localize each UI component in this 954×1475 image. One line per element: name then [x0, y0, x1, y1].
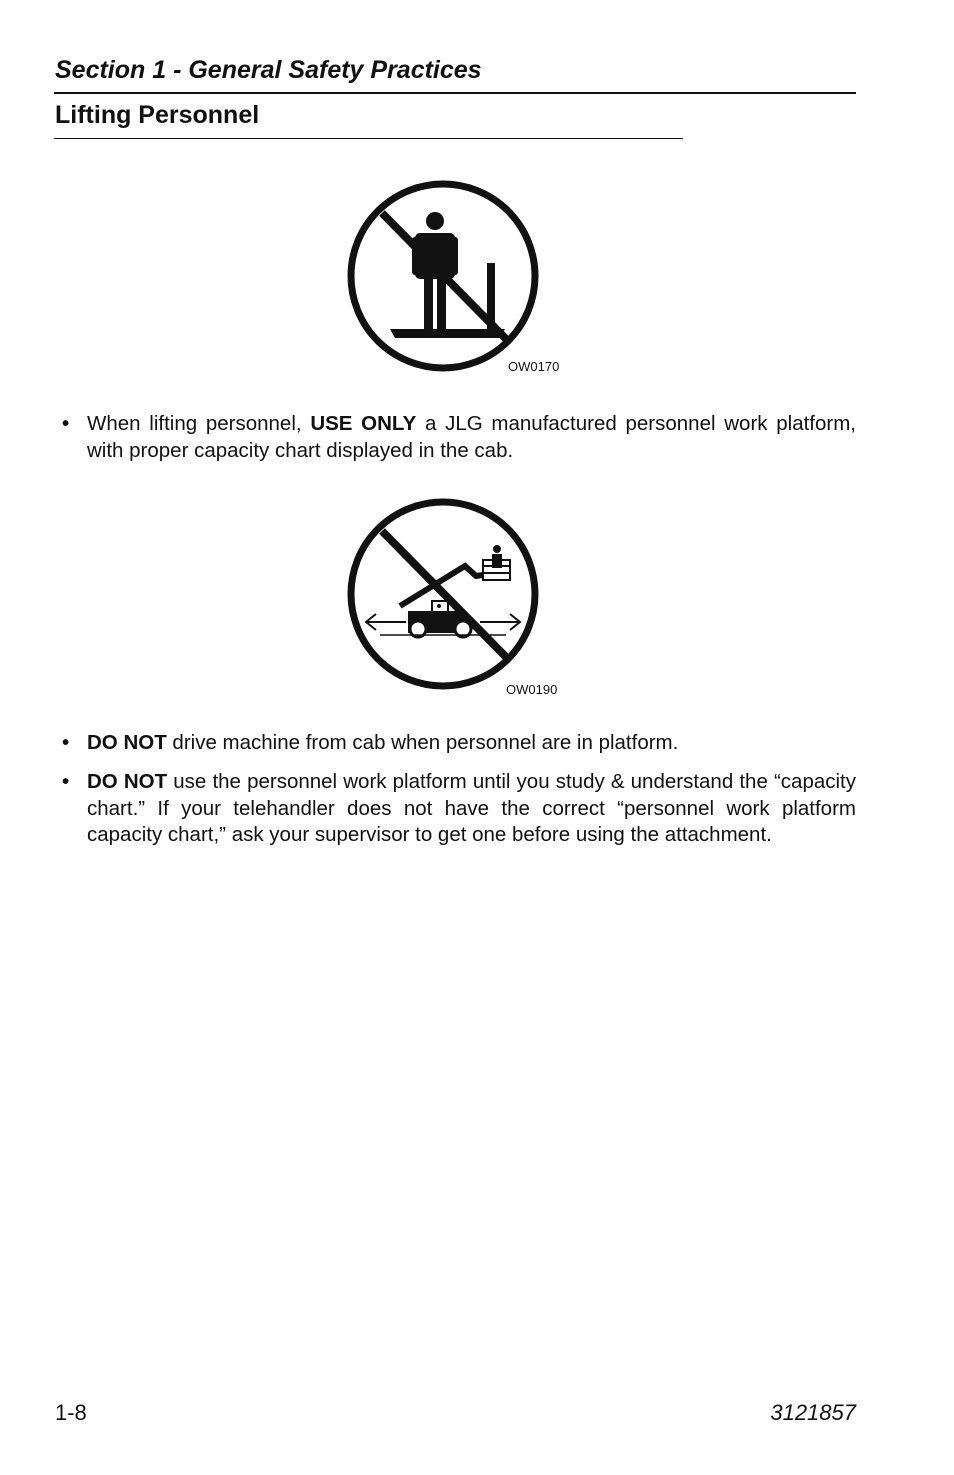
bullet-emphasis: DO NOT: [87, 770, 168, 793]
section-rule: [54, 92, 856, 94]
bullet-text: DO NOT use the personnel work platform until you study & understand the “capacity chart.” If your telehandler does not have the correct “personnel work platform capacity chart,” ask your supervisor to get one before using the attachment.: [87, 770, 856, 846]
no-driving-with-personnel-in-platform-icon: [340, 493, 570, 698]
figure-code: OW0170: [508, 359, 560, 374]
bullet-text: When lifting personnel, USE ONLY a JLG manufactured personnel work platform, with proper capacity chart displayed in the cab.: [87, 412, 856, 462]
bullet-symbol: •: [62, 731, 70, 754]
page-number: 1-8: [55, 1400, 87, 1425]
document-number: 3121857: [770, 1400, 856, 1425]
figure-code: OW0190: [506, 682, 558, 697]
bullet-symbol: •: [62, 770, 70, 793]
bullet-emphasis: USE ONLY: [310, 412, 417, 435]
subsection-title: Lifting Personnel: [55, 101, 260, 129]
bullet-item: [62, 411, 856, 464]
subsection-rule: [54, 138, 683, 139]
section-title: Section 1 - General Safety Practices: [55, 56, 482, 84]
bullet-emphasis: DO NOT: [87, 731, 167, 754]
bullet-item: [62, 730, 856, 757]
figure-no-driving-with-personnel: [340, 493, 570, 698]
figure-no-riding-on-forks: [340, 175, 560, 380]
bullet-text: DO NOT drive machine from cab when personnel are in platform.: [87, 731, 679, 754]
bullet-symbol: •: [62, 412, 70, 435]
bullet-item: [62, 769, 856, 849]
no-riding-on-forks-icon: [340, 175, 550, 380]
